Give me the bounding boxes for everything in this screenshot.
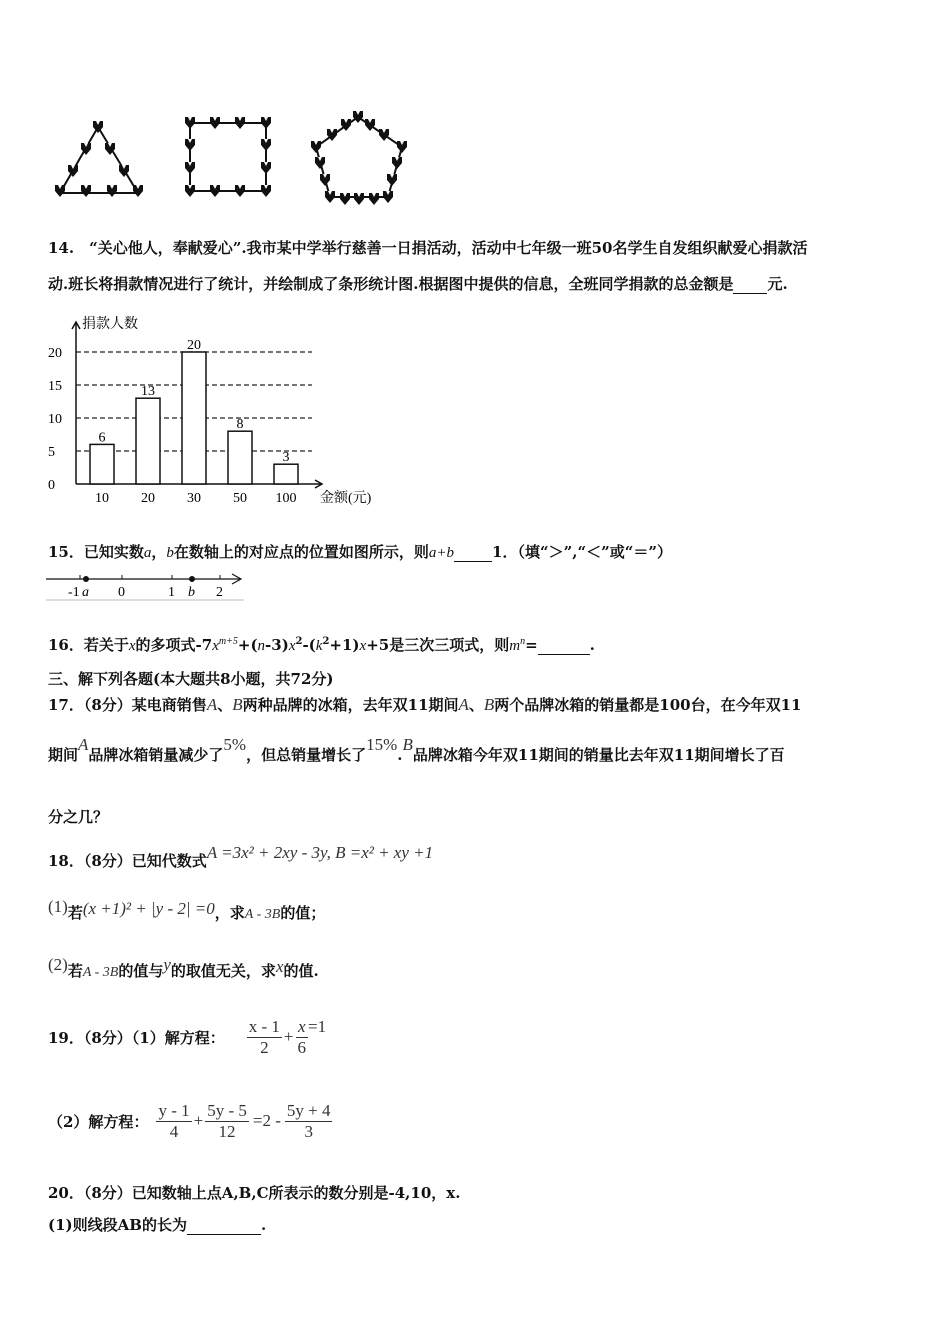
q15-text [48, 541, 672, 562]
triangle-pattern [55, 121, 143, 197]
q17-B3: B [402, 735, 413, 754]
q14-unit: 元. [767, 275, 788, 293]
q17-l2b: 品牌冰箱销量减少了 [88, 746, 224, 764]
q14-line2-text: 动.班长将捐款情况进行了统计，并绘制成了条形统计图.根据图中提供的信息，全班同学捐款的总金额是 [48, 275, 734, 293]
q19-frac2 [296, 1017, 309, 1058]
axis-label-a: a [82, 585, 89, 600]
q18-p2-c: 的值与 [118, 962, 164, 980]
q20-line: 20．（8分）已知数轴上点A,B,C所表示的数分别是-4,10，x. [48, 1184, 461, 1202]
q19-frac3-den: 4 [169, 1121, 179, 1141]
q18-p2-e: 的值. [283, 962, 319, 980]
x-tick-label-30: 30 [187, 491, 201, 506]
x-tick-label-100: 100 [275, 491, 297, 506]
q18-p1-c: A - 3B [244, 907, 281, 922]
q20-part1 [48, 1214, 266, 1235]
bar-30 [182, 352, 206, 484]
q15-mid: 在数轴上的对应点的位置如图所示，则 [173, 543, 429, 561]
y-axis-title: 捐款人数 [82, 317, 138, 332]
axis-label-1: 1 [168, 585, 175, 600]
x-axis-title: 金额(元) [320, 491, 372, 506]
q16-exp1: m+5 [218, 636, 238, 647]
q16-mid6: +5是三次三项式，则 [366, 636, 510, 654]
q15-var-a: a [143, 545, 152, 561]
q19-frac4-den: 12 [218, 1121, 236, 1141]
q17-l1e: 两个品牌冰箱的销量都是100台，在今年双11 [494, 696, 802, 714]
q19-frac1-num: x - 1 [248, 1016, 280, 1036]
q17-l2c: ，但总销量增长了 [246, 746, 367, 764]
q16-end: . [589, 636, 595, 654]
q18-expression: A =3x² + 2xy - 3y, B =x² + xy +1 [206, 843, 434, 862]
q19-frac3 [156, 1101, 191, 1142]
bar-100 [274, 464, 298, 484]
q17-l1d: 、 [468, 696, 484, 714]
q17-pct2: 15% [366, 735, 398, 754]
q17-A2: A [458, 695, 469, 714]
q17-l2a: 期间 [48, 746, 79, 764]
q17-line2 [48, 735, 785, 765]
q18-line [48, 843, 434, 871]
q18-p2-num: (2) [48, 955, 68, 974]
q16-var-x: x [128, 638, 136, 654]
donation-bar-chart [40, 308, 400, 513]
q18-p1-a: 若 [67, 904, 83, 922]
q16-equals: = [525, 636, 538, 654]
q16-mid1: 的多项式-7 [135, 636, 213, 654]
bar-50 [228, 431, 252, 484]
q14-answer-blank[interactable] [733, 275, 767, 294]
q15-prefix: 15．已知实数 [48, 543, 144, 561]
axis-label-neg1: -1 [68, 585, 80, 600]
q19-frac4-num: 5y - 5 [207, 1100, 247, 1120]
q19-frac2-den: 6 [297, 1037, 307, 1057]
q18-p2-a: 若 [67, 962, 83, 980]
x-tick-label-20: 20 [141, 491, 155, 506]
q15-number-line [44, 570, 249, 602]
q17-B2: B [483, 695, 495, 714]
bar-10 [90, 444, 114, 484]
q17-line3: 分之几？ [48, 808, 109, 826]
y-tick-label-15: 15 [48, 379, 62, 394]
q19-frac5-den: 3 [304, 1121, 313, 1141]
y-tick-label-10: 10 [48, 412, 62, 427]
q16-mid5: +1) [329, 636, 360, 654]
axis-label-b: b [188, 585, 195, 600]
q17-line1 [48, 694, 801, 715]
pentagon-pattern [311, 111, 407, 205]
q18-p1-num: (1) [48, 897, 68, 916]
q16-var-x3: x [288, 638, 296, 654]
q16-answer-blank[interactable] [538, 636, 590, 655]
axis-label-2: 2 [216, 585, 223, 600]
q18-p2-y: y [163, 955, 171, 974]
q17-l2d: . [397, 746, 403, 764]
q19-part2 [48, 1096, 332, 1146]
y-tick-label-0: 0 [48, 478, 55, 493]
q19-eq2: =2 - [252, 1111, 281, 1130]
data-label-10: 6 [98, 430, 106, 446]
section-3-heading: 三、解下列各题(本大题共8小题，共72分) [48, 670, 334, 688]
y-tick-label-5: 5 [48, 445, 55, 460]
q18-part2 [48, 955, 319, 981]
q18-p2-d: 的取值无关，求 [170, 962, 276, 980]
q16-var-n: n [257, 638, 266, 654]
q16-exp3: 2 [322, 636, 330, 647]
bar-20 [136, 398, 160, 484]
q16-var-m: m [509, 638, 521, 654]
q15-expr: a+b [428, 545, 455, 561]
q19-label: 19．（8分）（1）解方程： [48, 1028, 225, 1047]
axis-label-0: 0 [118, 585, 125, 600]
q19-frac5-num: 5y + 4 [286, 1100, 331, 1120]
data-label-20: 13 [141, 384, 155, 400]
q16-mid2: +( [237, 636, 258, 654]
q19-plus1: + [283, 1027, 294, 1046]
q15-answer-blank[interactable] [454, 543, 492, 562]
q19-frac1-den: 2 [260, 1037, 269, 1057]
q19-eq1: =1 [308, 1017, 327, 1036]
q14-line1: 14. “关心他人，奉献爱心”.我市某中学举行慈善一日捐活动，活动中七年级一班50名学生自发组织献爱心捐款活 [48, 239, 808, 257]
q17-A1: A [206, 695, 218, 714]
x-tick-label-50: 50 [233, 491, 247, 506]
q18-p1-d: 的值； [280, 904, 326, 922]
q20-p1: (1)则线段AB的长为 [48, 1216, 187, 1234]
square-pattern [185, 117, 271, 197]
q20-answer-blank[interactable] [187, 1216, 261, 1235]
q19-frac3-num: y - 1 [158, 1100, 190, 1120]
q16-prefix: 16．若关于 [48, 636, 129, 654]
q16-mid3: -3) [265, 636, 289, 654]
q16-var-x2: x [212, 638, 219, 654]
q16-text [48, 634, 595, 655]
q16-mid4: -( [302, 636, 316, 654]
q14-line2 [48, 273, 788, 294]
y-tick-label-20: 20 [48, 346, 62, 361]
q18-label: 18．（8分）已知代数式 [48, 852, 207, 870]
data-label-30: 20 [187, 338, 201, 353]
q16-var-k: k [315, 638, 323, 654]
q16-exp2: 2 [295, 636, 303, 647]
q17-l1a: 17．（8分）某电商销售 [48, 696, 207, 714]
x-tick-label-10: 10 [95, 491, 109, 506]
q17-l1c: 两种品牌的冰箱，去年双11期间 [242, 696, 459, 714]
q15-var-b: b [166, 545, 174, 561]
q19-frac1 [247, 1017, 282, 1058]
q17-A3: A [78, 735, 89, 754]
q17-l1b: 、 [217, 696, 233, 714]
q17-B1: B [232, 695, 243, 714]
q16-var-x4: x [359, 638, 367, 654]
data-label-50: 8 [236, 417, 244, 433]
q19-plus2: + [193, 1111, 204, 1130]
q18-p1-expr: (x +1)² + |y - 2| =0 [82, 899, 215, 918]
q19-part1 [48, 1012, 326, 1062]
q19-frac5 [285, 1101, 333, 1142]
q18-p2-x: x [275, 957, 284, 976]
q17-l2e: 品牌冰箱今年双11期间的销量比去年双11期间增长了百 [412, 746, 785, 764]
pattern-figures [40, 105, 440, 215]
q18-part1 [48, 897, 326, 923]
q15-suffix: 1．（填“＞”,“＜”或“＝”） [492, 543, 672, 561]
q18-p1-b: ，求 [214, 904, 245, 922]
q16-exp4: n [520, 636, 526, 647]
q15-comma: ， [151, 543, 167, 561]
q20-p1-end: . [260, 1216, 267, 1234]
q19-frac2-num: x [296, 1017, 309, 1038]
data-label-100: 3 [282, 450, 290, 466]
q18-p2-b: A - 3B [82, 965, 119, 980]
q17-pct1: 5% [223, 735, 247, 754]
q19-label2: （2）解方程： [48, 1112, 149, 1131]
q19-frac4 [205, 1101, 249, 1142]
